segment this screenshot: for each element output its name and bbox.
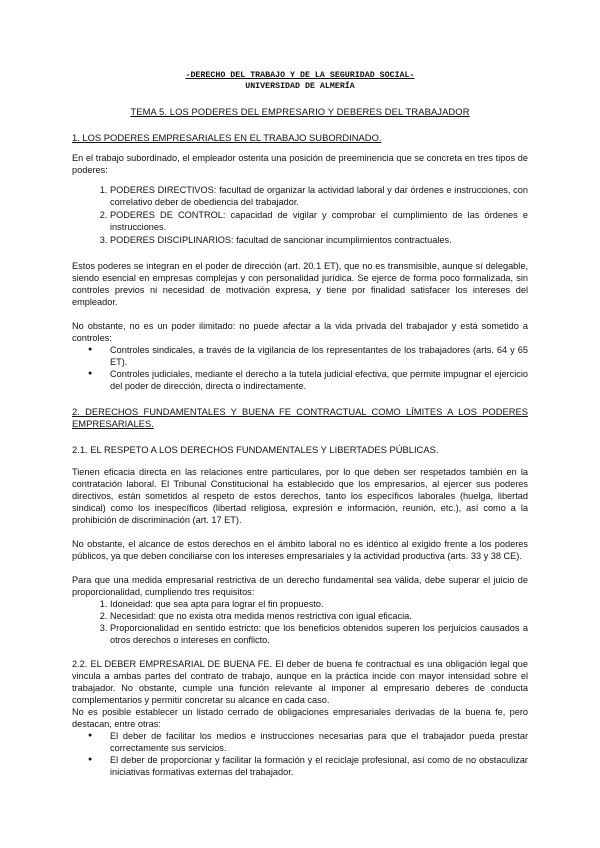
- control-item: ● Controles sindicales, a través de la vigilancia de los representantes de los trabajadores (arts. 64 y 65 ET).: [110, 344, 528, 368]
- section-1-intro: En el trabajo subordinado, el empleador ostenta una posición de preeminencia que se concreta en tres tipos de poderes:: [72, 153, 528, 175]
- power-item: 1. PODERES DIRECTIVOS: facultad de organizar la actividad laboral y dar órdenes e instrucciones, con correlativo deber de obediencia del trabajador.: [110, 184, 528, 208]
- requirement-item: 3. Proporcionalidad en sentido estricto: que los beneficios obtenidos superen los perjuicios causados a otros derechos o intereses en conflicto.: [110, 622, 528, 646]
- power-item: 2. PODERES DE CONTROL: capacidad de vigilar y comprobar el cumplimiento de las órdenes e instrucciones.: [110, 209, 528, 233]
- section-2-1-title: 2.1. EL RESPETO A LOS DERECHOS FUNDAMENTALES Y LIBERTADES PÚBLICAS.: [72, 444, 439, 455]
- duties-list: [72, 730, 528, 778]
- section-2-title: 2. DERECHOS FUNDAMENTALES Y BUENA FE CONTRACTUAL COMO LÍMITES A LOS PODERES EMPRESARIALES.: [72, 406, 528, 429]
- powers-list: [72, 184, 528, 246]
- section-2-2-text: El deber de buena fe contractual es una obligación legal que vincula a ambas partes del contrato de trabajo, aunque en la práctica incide con mayor intensidad sobre el trabajador. No obstante, cumple una función relevante al imponer al empresario deberes de conducta complementarios y permitir concretar su alcance en cada caso.: [72, 659, 529, 705]
- section-2-1-paragraph-1: Tienen eficacia directa en las relaciones entre particulares, por lo que deben ser respetados también en la contratación laboral. El Tribunal Constitucional ha establecido que los empresarios, al ejercer sus poderes directivos, están sometidos al respeto de estos derechos, tanto los específicos laborales (huelga, libertad sindical) como los inespecíficos (libertad religiosa, expresión e información, reunión, etc.), así como a la prohibición de discriminación (art. 17 ET).: [72, 467, 528, 525]
- duty-item: ● El deber de proporcionar y facilitar la formación y el reciclaje profesional, así como de no obstaculizar iniciativas formativas externas del trabajador.: [110, 754, 528, 778]
- tema-title: TEMA 5. LOS PODERES DEL EMPRESARIO Y DEBERES DEL TRABAJADOR: [130, 106, 470, 117]
- section-1-paragraph-2: Estos poderes se integran en el poder de dirección (art. 20.1 ET), que no es transmisible, aunque sí delegable, siendo esencial en empresas complejas y con personalidad jurídica. Se ejerce de forma poco formalizada, sin controles previos ni necesidad de motivación expresa, y tiene por finalidad satisfacer los intereses del empleador.: [72, 261, 528, 307]
- power-item: 3. PODERES DISCIPLINARIOS: facultad de sancionar incumplimientos contractuales.: [110, 234, 528, 246]
- requirement-item: 1. Idoneidad: que sea apta para lograr el fin propuesto.: [110, 598, 528, 610]
- course-title: -DERECHO DEL TRABAJO Y DE LA SEGURIDAD SOCIAL-: [185, 71, 415, 80]
- document-header: [72, 70, 528, 92]
- section-2-2-paragraph: [72, 658, 528, 706]
- control-item: ● Controles judiciales, mediante el derecho a la tutela judicial efectiva, que permite impugnar el ejercicio del poder de dirección, directa o indirectamente.: [110, 368, 528, 392]
- section-2-2-paragraph-2: No es posible establecer un listado cerrado de obligaciones empresariales derivadas de la buena fe, pero destacan, entre otras:: [72, 707, 528, 729]
- section-2-1-paragraph-3: Para que una medida empresarial restrictiva de un derecho fundamental sea válida, debe superar el juicio de proporcionalidad, cumpliendo tres requisitos:: [72, 575, 528, 597]
- controls-list: [72, 344, 528, 392]
- section-1-title: 1. LOS PODERES EMPRESARIALES EN EL TRABAJO SUBORDINADO.: [72, 132, 382, 143]
- duty-item: ● El deber de facilitar los medios e instrucciones necesarias para que el trabajador pueda prestar correctamente sus servicios.: [110, 730, 528, 754]
- requirements-list: [72, 598, 528, 646]
- requirement-item: 2. Necesidad: que no exista otra medida menos restrictiva con igual eficacia.: [110, 610, 528, 622]
- university-name: UNIVERSIDAD DE ALMERÍA: [245, 82, 355, 91]
- section-2-2-title: 2.2. EL DEBER EMPRESARIAL DE BUENA FE.: [72, 659, 273, 669]
- section-2-1-paragraph-2: No obstante, el alcance de estos derechos en el ámbito laboral no es idéntico al exigido frente a los poderes públicos, ya que deben conciliarse con los intereses empresariales y la actividad productiva (arts. 33 y 38 CE).: [72, 539, 528, 561]
- section-1-paragraph-3: No obstante, no es un poder ilimitado: no puede afectar a la vida privada del trabajador y está sometido a controles:: [72, 321, 528, 343]
- document-page: [72, 70, 528, 778]
